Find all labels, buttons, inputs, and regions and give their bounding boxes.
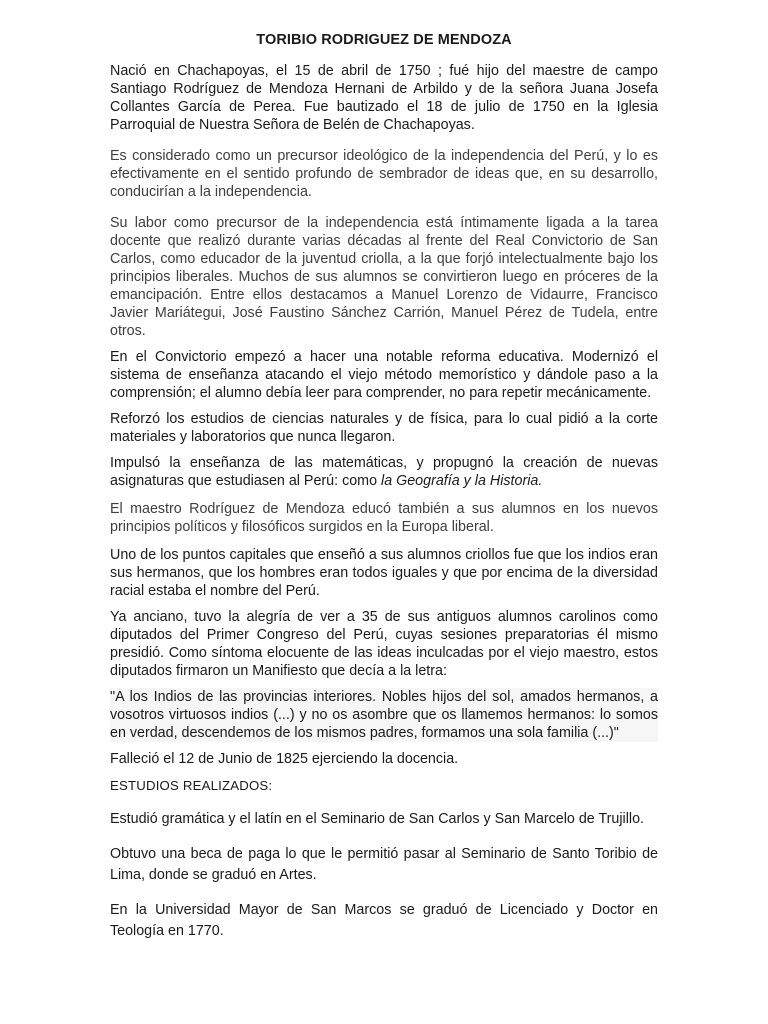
paragraph-labor: Su labor como precursor de la independencia está íntimamente ligada a la tarea docente que realizó durante varias décadas al frente del Real Convictorio de San Carlos, como educador de la juventud criolla, a la que forjó intelectualmente bajo los principios liberales. Muchos de sus alumnos se convirtieron luego en próceres de la emancipación. Entre ellos destacamos a Manuel Lorenzo de Vidaurre, Francisco Javier Mariátegui, José Faustino Sánchez Carrión, Manuel Pérez de Tudela, entre otros. bbox=[110, 215, 658, 339]
paragraph-matematicas bbox=[110, 454, 658, 490]
paragraph-indios: Uno de los puntos capitales que enseñó a sus alumnos criollos fue que los indios eran sus hermanos, que los hombres eran todos iguales y que por encima de la diversidad racial estaba el nombre del Perú. bbox=[110, 547, 658, 599]
paragraph-principios: El maestro Rodríguez de Mendoza educó también a sus alumnos en los nuevos principios políticos y filosóficos surgidos en la Europa liberal. bbox=[110, 501, 658, 535]
paragraph-fallecio: Falleció el 12 de Junio de 1825 ejerciendo la docencia. bbox=[110, 751, 459, 767]
quote-manifiesto: "A los Indios de las provincias interiores. Nobles hijos del sol, amados hermanos, a vosotros virtuosos indios (...) y no os asombre que os llamemos hermanos: lo somos en verdad, descendemos de los mismos padres, formamos una sola familia (...)" bbox=[110, 689, 658, 741]
paragraph-precursor: Es considerado como un precursor ideológico de la independencia del Perú, y lo es efectivamente en el sentido profundo de sembrador de ideas que, en su desarrollo, conducirían a la independencia. bbox=[110, 148, 658, 200]
study-item: En la Universidad Mayor de San Marcos se graduó de Licenciado y Doctor en Teología en 1770. bbox=[110, 902, 658, 939]
section-heading-estudios: ESTUDIOS REALIZADOS: bbox=[110, 778, 273, 793]
matematicas-text: Impulsó la enseñanza de las matemáticas, y propugnó la creación de nuevas asignaturas que estudiasen al Perú: como bbox=[110, 455, 658, 489]
paragraph-ciencias: Reforzó los estudios de ciencias naturales y de física, para lo cual pidió a la corte materiales y laboratorios que nunca llegaron. bbox=[110, 411, 658, 445]
paragraph-reforma: En el Convictorio empezó a hacer una notable reforma educativa. Modernizó el sistema de enseñanza atacando el viejo método memorístico y dándole paso a la comprensión; el alumno debía leer para comprender, no para repetir mecánicamente. bbox=[110, 349, 658, 401]
page-title: TORIBIO RODRIGUEZ DE MENDOZA bbox=[256, 32, 512, 48]
study-item: Estudió gramática y el latín en el Seminario de San Carlos y San Marcelo de Trujillo. bbox=[110, 811, 645, 827]
matematicas-italic-text: la Geografía y la Historia. bbox=[381, 473, 543, 489]
paragraph-birth: Nació en Chachapoyas, el 15 de abril de 1750 ; fué hijo del maestre de campo Santiago Rodríguez de Mendoza Hernani de Arbildo y de la señora Juana Josefa Collantes García de Perea. Fue bautizado el 18 de julio de 1750 en la Iglesia Parroquial de Nuestra Señora de Belén de Chachapoyas. bbox=[110, 63, 658, 133]
study-item: Obtuvo una beca de paga lo que le permitió pasar al Seminario de Santo Toribio de Lima, donde se graduó en Artes. bbox=[110, 846, 658, 883]
paragraph-anciano: Ya anciano, tuvo la alegría de ver a 35 de sus antiguos alumnos carolinos como diputados del Primer Congreso del Perú, cuyas sesiones preparatorias él mismo presidió. Como síntoma elocuente de las ideas inculcadas por el viejo maestro, estos diputados firmaron un Manifiesto que decía a la letra: bbox=[110, 609, 658, 679]
